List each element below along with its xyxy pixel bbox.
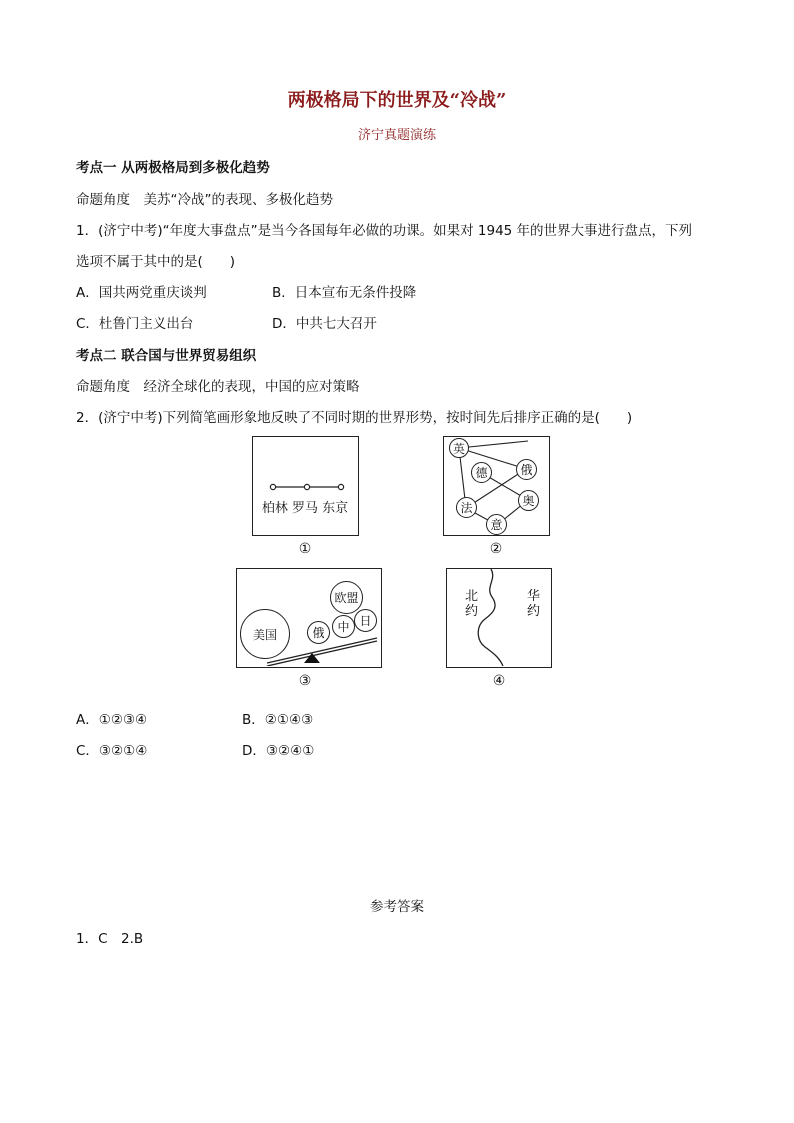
kaodian2-heading: 考点二 联合国与世界贸易组织: [76, 348, 257, 364]
figure-3-label: ③: [298, 673, 312, 689]
node-germany: 德: [471, 462, 492, 483]
kaodian1-heading: 考点一 从两极格局到多极化趋势: [76, 160, 270, 176]
node-eu: 欧盟: [330, 581, 363, 614]
q1-stem-line2: 选项不属于其中的是( ): [76, 254, 236, 270]
figure-1-label: ①: [298, 541, 312, 557]
q2-option-d: D．③②④①: [242, 743, 315, 759]
figure-2-alliances: [443, 436, 550, 536]
page-title: 两极格局下的世界及“冷战”: [287, 90, 507, 111]
node-italy: 意: [486, 514, 507, 535]
node-france: 法: [456, 497, 477, 518]
node-austria: 奥: [518, 490, 539, 511]
figure-4-blocs: [446, 568, 552, 668]
q2-option-c: C．③②①④: [76, 743, 148, 759]
q1-option-a: A．国共两党重庆谈判: [76, 285, 207, 301]
q2-stem: 2．(济宁中考)下列简笔画形象地反映了不同时期的世界形势，按时间先后排序正确的是( ): [76, 410, 633, 426]
answers-heading: 参考答案: [370, 899, 424, 915]
node-china: 中: [332, 615, 355, 638]
node-usa: 美国: [240, 609, 290, 659]
q1-option-d: D．中共七大召开: [272, 316, 377, 332]
q2-option-b: B．②①④③: [242, 712, 314, 728]
node-britain: 英: [449, 438, 469, 458]
node-russia: 俄: [516, 459, 537, 480]
section-subtitle: 济宁真题演练: [357, 128, 436, 143]
kaodian2-angle: 命题角度 经济全球化的表现，中国的应对策略: [76, 379, 360, 395]
q1-stem-line1: 1．(济宁中考)“年度大事盘点”是当今各国每年必做的功课。如果对 1945 年的世界大事进行盘点，下列: [76, 223, 693, 239]
kaodian1-angle: 命题角度 美苏“冷战”的表现、多极化趋势: [76, 192, 333, 208]
warsaw-label: 华约: [527, 589, 541, 619]
nato-label: 北约: [465, 589, 479, 619]
q1-option-b: B．日本宣布无条件投降: [272, 285, 417, 301]
axis-line-icon: [253, 437, 357, 534]
q1-option-c: C．杜鲁门主义出台: [76, 316, 194, 332]
q2-option-a: A．①②③④: [76, 712, 148, 728]
figure-4-label: ④: [492, 673, 506, 689]
figure-2-label: ②: [489, 541, 503, 557]
axis-cities-text: 柏林 罗马 东京: [261, 501, 349, 516]
answers-text: 1．C 2.B: [76, 931, 144, 947]
figure-1-axis: [252, 436, 359, 536]
node-japan: 日: [354, 609, 377, 632]
figure-3-multipolar: [236, 568, 382, 668]
node-russia-3: 俄: [307, 621, 330, 644]
